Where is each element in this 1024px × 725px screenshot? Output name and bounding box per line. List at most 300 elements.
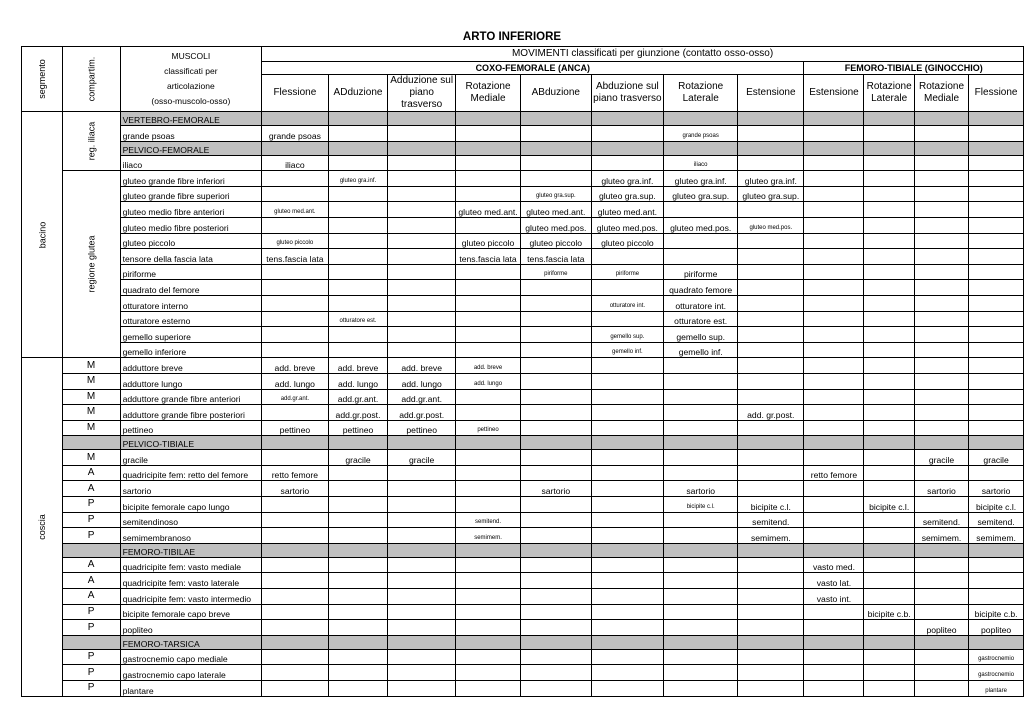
movement-cell — [455, 604, 520, 620]
movement-cell — [521, 589, 591, 605]
movement-cell — [664, 604, 738, 620]
muscle-name: quadricipite fem: vasto intermedio — [120, 589, 262, 605]
movement-cell — [388, 665, 455, 681]
movement-cell — [864, 311, 914, 327]
movement-cell — [388, 649, 455, 665]
compartment-cell: P — [62, 497, 120, 513]
movement-cell: gluteo gra.sup. — [664, 186, 738, 202]
movement-cell: gemello inf. — [591, 342, 664, 358]
table-row — [22, 649, 1024, 665]
movement-cell — [914, 497, 968, 513]
section-row — [22, 112, 1024, 126]
movement-cell — [738, 295, 804, 311]
movement-cell — [328, 233, 388, 249]
movement-cell — [804, 186, 864, 202]
column-header: Rotazione Mediale — [914, 75, 968, 112]
movement-cell — [804, 497, 864, 513]
movement-cell: semimem. — [738, 528, 804, 544]
movement-cell — [262, 342, 328, 358]
movement-cell — [521, 155, 591, 171]
movement-cell: add. breve — [388, 358, 455, 374]
movement-cell — [804, 649, 864, 665]
table-row — [22, 126, 1024, 142]
movement-cell: tens.fascia lata — [262, 249, 328, 265]
header-coxo-femorale: COXO-FEMORALE (ANCA) — [262, 62, 804, 75]
section-comp-cell — [62, 635, 120, 649]
movement-cell: pettineo — [262, 420, 328, 436]
movement-cell — [262, 295, 328, 311]
muscle-table — [21, 46, 1024, 697]
section-fill-cell — [969, 141, 1024, 155]
movement-cell — [591, 528, 664, 544]
movement-cell — [969, 465, 1024, 481]
movement-cell — [664, 589, 738, 605]
section-label: FEMORO-TARSICA — [120, 635, 262, 649]
section-fill-cell — [455, 543, 520, 557]
segment-bacino — [22, 112, 63, 358]
movement-cell: sartorio — [664, 481, 738, 497]
movement-cell — [262, 665, 328, 681]
movement-cell — [969, 171, 1024, 187]
section-fill-cell — [521, 141, 591, 155]
movement-cell — [738, 249, 804, 265]
muscle-name: adduttore lungo — [120, 373, 262, 389]
movement-cell — [591, 358, 664, 374]
movement-cell — [804, 264, 864, 280]
header-movimenti: MOVIMENTI classificati per giunzione (contatto osso-osso) — [262, 47, 1024, 62]
compartment-cell: M — [62, 405, 120, 421]
movement-cell: gluteo gra.sup. — [521, 186, 591, 202]
movement-cell — [738, 126, 804, 142]
movement-cell: bicipite c.b. — [969, 604, 1024, 620]
movement-cell — [738, 202, 804, 218]
movement-cell — [864, 557, 914, 573]
movement-cell: gluteo med.ant. — [455, 202, 520, 218]
segmento-label: segmento — [36, 59, 47, 99]
section-fill-cell — [804, 112, 864, 126]
table-row — [22, 528, 1024, 544]
movement-cell: tens.fascia lata — [521, 249, 591, 265]
movement-cell: semimem. — [969, 528, 1024, 544]
movement-cell — [388, 249, 455, 265]
movement-cell: gluteo med.ant. — [262, 202, 328, 218]
movement-cell — [914, 649, 968, 665]
section-fill-cell — [388, 436, 455, 450]
movement-cell — [521, 420, 591, 436]
movement-cell: add. gr.post. — [738, 405, 804, 421]
muscle-name: otturatore esterno — [120, 311, 262, 327]
movement-cell — [969, 589, 1024, 605]
section-comp-cell — [62, 436, 120, 450]
region-label: regione glutea — [86, 235, 97, 293]
movement-cell — [864, 126, 914, 142]
movement-cell — [521, 389, 591, 405]
table-row — [22, 342, 1024, 358]
section-fill-cell — [591, 543, 664, 557]
movement-cell — [864, 528, 914, 544]
movement-cell — [455, 405, 520, 421]
movement-cell: add. lungo — [328, 373, 388, 389]
movement-cell — [664, 681, 738, 697]
compartment-cell: A — [62, 481, 120, 497]
movement-cell — [804, 481, 864, 497]
movement-cell — [969, 358, 1024, 374]
movement-cell — [521, 557, 591, 573]
movement-cell: plantare — [969, 681, 1024, 697]
movement-cell — [738, 481, 804, 497]
compartment-cell: M — [62, 358, 120, 374]
movement-cell — [591, 589, 664, 605]
region-iliaca — [62, 112, 120, 171]
movement-cell — [455, 327, 520, 343]
table-row — [22, 620, 1024, 636]
movement-cell: gluteo gra.inf. — [328, 171, 388, 187]
movement-cell — [591, 649, 664, 665]
movement-cell — [455, 649, 520, 665]
movement-cell — [262, 405, 328, 421]
muscle-name: gluteo medio fibre posteriori — [120, 217, 262, 233]
movement-cell — [388, 327, 455, 343]
movement-cell — [328, 573, 388, 589]
segment-label: bacino — [36, 221, 47, 248]
section-fill-cell — [969, 635, 1024, 649]
movement-cell — [864, 264, 914, 280]
header-muscoli — [120, 47, 262, 112]
movement-cell — [864, 249, 914, 265]
table-row — [22, 465, 1024, 481]
movement-cell: piriforme — [521, 264, 591, 280]
movement-cell — [864, 481, 914, 497]
movement-cell — [521, 358, 591, 374]
table-row — [22, 217, 1024, 233]
movement-cell: piriforme — [591, 264, 664, 280]
movement-cell — [521, 512, 591, 528]
movement-cell — [738, 155, 804, 171]
movement-cell — [804, 342, 864, 358]
movement-cell — [864, 171, 914, 187]
compartment-cell: M — [62, 420, 120, 436]
movement-cell — [455, 465, 520, 481]
movement-cell — [738, 649, 804, 665]
movement-cell — [328, 202, 388, 218]
movement-cell: popliteo — [969, 620, 1024, 636]
movement-cell — [969, 126, 1024, 142]
movement-cell — [591, 249, 664, 265]
section-fill-cell — [521, 635, 591, 649]
section-label: PELVICO-FEMORALE — [120, 141, 262, 155]
movement-cell — [914, 311, 968, 327]
movement-cell — [914, 389, 968, 405]
movement-cell — [738, 342, 804, 358]
muscle-name: grande psoas — [120, 126, 262, 142]
muscle-name: quadricipite fem: vasto laterale — [120, 573, 262, 589]
table-row — [22, 604, 1024, 620]
movement-cell: retto femore — [804, 465, 864, 481]
movement-cell — [864, 620, 914, 636]
movement-cell — [664, 557, 738, 573]
movement-cell — [328, 280, 388, 296]
movement-cell — [388, 233, 455, 249]
movement-cell — [804, 327, 864, 343]
movement-cell — [738, 233, 804, 249]
movement-cell: add. breve — [455, 358, 520, 374]
section-fill-cell — [262, 543, 328, 557]
section-fill-cell — [738, 436, 804, 450]
movement-cell: gluteo gra.inf. — [591, 171, 664, 187]
movement-cell — [591, 512, 664, 528]
movement-cell — [521, 171, 591, 187]
movement-cell — [328, 126, 388, 142]
movement-cell: semitend. — [969, 512, 1024, 528]
movement-cell — [969, 202, 1024, 218]
movement-cell: gluteo piccolo — [521, 233, 591, 249]
compartim-label: compartim. — [86, 56, 97, 102]
movement-cell — [864, 389, 914, 405]
movement-cell — [328, 249, 388, 265]
section-fill-cell — [455, 141, 520, 155]
section-fill-cell — [591, 635, 664, 649]
movement-cell: gluteo med.pos. — [591, 217, 664, 233]
movement-cell: add.gr.post. — [328, 405, 388, 421]
movement-cell — [521, 497, 591, 513]
movement-cell: gluteo gra.inf. — [738, 171, 804, 187]
muscle-name: bicipite femorale capo lungo — [120, 497, 262, 513]
movement-cell — [804, 233, 864, 249]
movement-cell — [738, 589, 804, 605]
movement-cell: popliteo — [914, 620, 968, 636]
movement-cell — [262, 528, 328, 544]
muscle-name: adduttore grande fibre posteriori — [120, 405, 262, 421]
section-fill-cell — [738, 141, 804, 155]
movement-cell — [804, 358, 864, 374]
compartment-cell: P — [62, 604, 120, 620]
muscle-name: gastrocnemio capo mediale — [120, 649, 262, 665]
movement-cell — [969, 155, 1024, 171]
movement-cell — [864, 573, 914, 589]
movement-cell — [738, 264, 804, 280]
section-label: VERTEBRO-FEMORALE — [120, 112, 262, 126]
movement-cell — [262, 327, 328, 343]
table-row — [22, 389, 1024, 405]
movement-cell — [521, 311, 591, 327]
compartment-cell: M — [62, 389, 120, 405]
section-label: FEMORO-TIBILAE — [120, 543, 262, 557]
movement-cell: bicipite c.l. — [864, 497, 914, 513]
movement-cell: sartorio — [262, 481, 328, 497]
header-segmento — [22, 47, 63, 112]
movement-cell: gluteo gra.inf. — [664, 171, 738, 187]
movement-cell: add.gr.ant. — [388, 389, 455, 405]
movement-cell — [521, 295, 591, 311]
section-fill-cell — [738, 543, 804, 557]
movement-cell: pettineo — [388, 420, 455, 436]
section-fill-cell — [864, 141, 914, 155]
muscle-name: otturatore interno — [120, 295, 262, 311]
movement-cell — [262, 681, 328, 697]
compartment-cell: P — [62, 681, 120, 697]
movement-cell — [328, 217, 388, 233]
movement-cell: semitend. — [738, 512, 804, 528]
muscle-name: gracile — [120, 450, 262, 466]
movement-cell — [864, 589, 914, 605]
section-fill-cell — [328, 436, 388, 450]
movement-cell: sartorio — [914, 481, 968, 497]
section-fill-cell — [664, 543, 738, 557]
movement-cell — [864, 681, 914, 697]
muscle-name: semitendinoso — [120, 512, 262, 528]
movement-cell — [591, 620, 664, 636]
movement-cell — [591, 465, 664, 481]
movement-cell — [864, 233, 914, 249]
movement-cell — [738, 681, 804, 697]
movement-cell — [969, 233, 1024, 249]
movement-cell — [388, 481, 455, 497]
movement-cell — [591, 280, 664, 296]
compartment-cell: P — [62, 620, 120, 636]
muscle-name: quadricipite fem: vasto mediale — [120, 557, 262, 573]
movement-cell — [864, 327, 914, 343]
movement-cell — [804, 604, 864, 620]
movement-cell: gracile — [328, 450, 388, 466]
section-fill-cell — [521, 436, 591, 450]
muscle-name: iliaco — [120, 155, 262, 171]
movement-cell — [969, 217, 1024, 233]
movement-cell: gluteo med.pos. — [521, 217, 591, 233]
movement-cell — [388, 311, 455, 327]
movement-cell — [914, 420, 968, 436]
movement-cell — [521, 450, 591, 466]
movement-cell — [455, 311, 520, 327]
muscle-name: gluteo grande fibre inferiori — [120, 171, 262, 187]
movement-cell — [664, 249, 738, 265]
compartment-cell: M — [62, 373, 120, 389]
movement-cell: retto femore — [262, 465, 328, 481]
movement-cell — [262, 280, 328, 296]
movement-cell: gluteo med.pos. — [664, 217, 738, 233]
movement-cell — [804, 126, 864, 142]
table-row — [22, 557, 1024, 573]
section-fill-cell — [914, 543, 968, 557]
movement-cell: tens.fascia lata — [455, 249, 520, 265]
muscle-name: gluteo piccolo — [120, 233, 262, 249]
movement-cell — [914, 233, 968, 249]
movement-cell — [914, 327, 968, 343]
movement-cell — [521, 405, 591, 421]
movement-cell — [388, 342, 455, 358]
movement-cell — [664, 573, 738, 589]
movement-cell — [914, 557, 968, 573]
movement-cell — [388, 573, 455, 589]
muscle-name: gemello inferiore — [120, 342, 262, 358]
movement-cell — [914, 358, 968, 374]
movement-cell — [738, 420, 804, 436]
column-header: Rotazione Laterale — [864, 75, 914, 112]
movement-cell: gluteo piccolo — [591, 233, 664, 249]
movement-cell: gemello inf. — [664, 342, 738, 358]
movement-cell: add. lungo — [262, 373, 328, 389]
movement-cell — [969, 405, 1024, 421]
movement-cell: gluteo gra.sup. — [738, 186, 804, 202]
movement-cell — [262, 649, 328, 665]
table-row — [22, 327, 1024, 343]
table-row — [22, 280, 1024, 296]
movement-cell — [262, 604, 328, 620]
section-fill-cell — [591, 436, 664, 450]
movement-cell — [864, 280, 914, 296]
section-fill-cell — [262, 436, 328, 450]
movement-cell — [328, 681, 388, 697]
movement-cell — [388, 171, 455, 187]
table-row — [22, 311, 1024, 327]
movement-cell — [262, 512, 328, 528]
section-fill-cell — [328, 635, 388, 649]
movement-cell: gracile — [914, 450, 968, 466]
movement-cell: gluteo piccolo — [455, 233, 520, 249]
header-femoro-tibiale: FEMORO-TIBIALE (GINOCCHIO) — [804, 62, 1024, 75]
movement-cell — [804, 373, 864, 389]
movement-cell — [328, 155, 388, 171]
movement-cell — [804, 681, 864, 697]
movement-cell — [738, 465, 804, 481]
movement-cell — [388, 155, 455, 171]
movement-cell — [664, 450, 738, 466]
movement-cell — [388, 528, 455, 544]
movement-cell: semimem. — [914, 528, 968, 544]
movement-cell — [738, 557, 804, 573]
movement-cell — [591, 389, 664, 405]
table-row — [22, 497, 1024, 513]
movement-cell — [864, 373, 914, 389]
movement-cell — [455, 264, 520, 280]
movement-cell — [969, 186, 1024, 202]
movement-cell — [969, 573, 1024, 589]
movement-cell — [455, 481, 520, 497]
section-fill-cell — [914, 436, 968, 450]
movement-cell — [969, 264, 1024, 280]
segment-coscia — [22, 358, 63, 696]
movement-cell — [664, 373, 738, 389]
movement-cell — [738, 620, 804, 636]
section-fill-cell — [328, 543, 388, 557]
movement-cell — [455, 171, 520, 187]
movement-cell — [388, 126, 455, 142]
movement-cell: bicipite c.l. — [738, 497, 804, 513]
movement-cell — [591, 557, 664, 573]
movement-cell — [521, 280, 591, 296]
movement-cell: gluteo gra.sup. — [591, 186, 664, 202]
muscoli-header-line: articolazione — [167, 81, 215, 91]
section-fill-cell — [864, 436, 914, 450]
movement-cell — [969, 280, 1024, 296]
movement-cell: add.gr.post. — [388, 405, 455, 421]
muscle-name: tensore della fascia lata — [120, 249, 262, 265]
movement-cell — [262, 186, 328, 202]
movement-cell — [738, 327, 804, 343]
movement-cell — [328, 557, 388, 573]
movement-cell — [738, 280, 804, 296]
section-fill-cell — [521, 112, 591, 126]
column-header: Abduzione sul piano trasverso — [591, 75, 664, 112]
movement-cell — [521, 465, 591, 481]
movement-cell — [864, 465, 914, 481]
muscle-name: popliteo — [120, 620, 262, 636]
movement-cell — [262, 557, 328, 573]
movement-cell: gastrocnemio — [969, 649, 1024, 665]
movement-cell — [664, 528, 738, 544]
movement-cell — [804, 295, 864, 311]
compartment-cell: M — [62, 450, 120, 466]
movement-cell — [521, 573, 591, 589]
